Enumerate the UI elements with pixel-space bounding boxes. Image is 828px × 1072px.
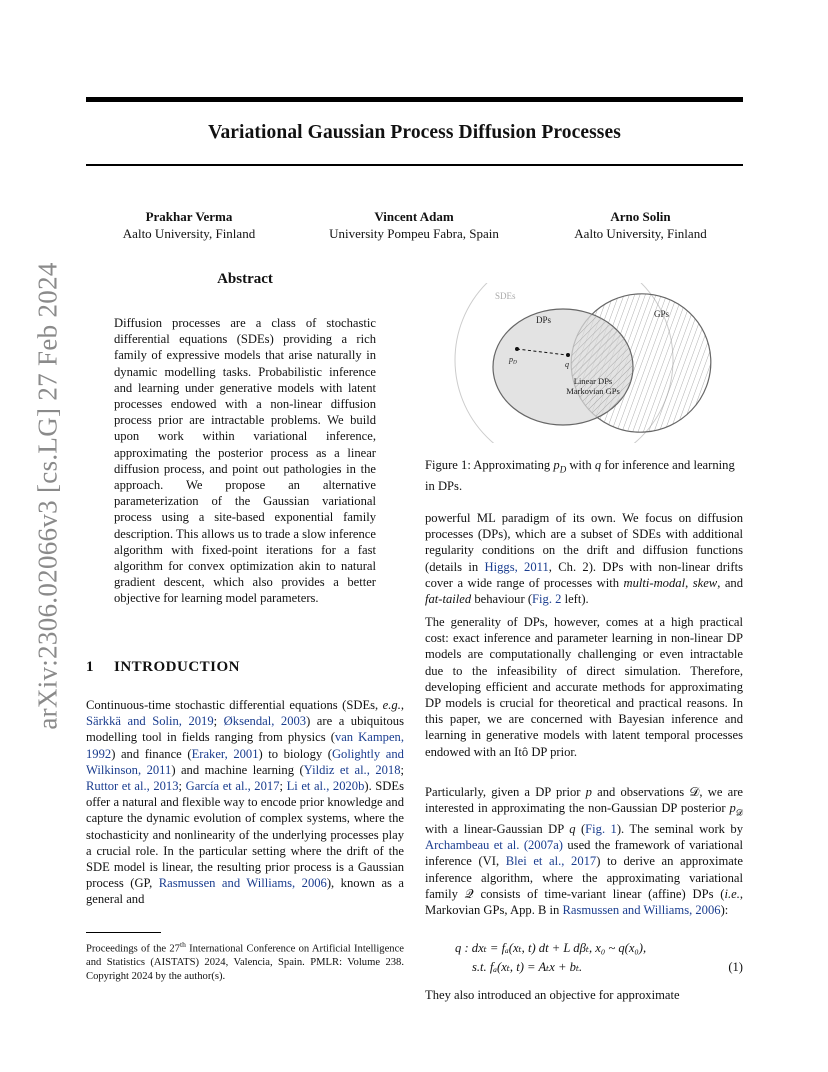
citation-link[interactable]: Eraker, 2001 (191, 746, 259, 761)
citation-link[interactable]: Särkkä and Solin, 2019 (86, 714, 214, 729)
math-subscript: 𝒟 (735, 807, 743, 818)
text-run: ( (575, 821, 586, 836)
author-3 (538, 208, 743, 242)
text-run: for inference and learning in DPs. (425, 458, 735, 493)
pd-subscript: D (513, 359, 517, 366)
math-symbol: 𝒬 (464, 886, 474, 901)
text-run: multi-modal (623, 575, 686, 590)
intro-paragraph (86, 697, 404, 908)
text-run: Continuous-time stochastic differential equations (SDEs, (86, 698, 383, 712)
math-symbol: p (553, 458, 560, 472)
author-name: Arno Solin (610, 209, 671, 224)
text-run: e.g. (382, 698, 401, 712)
right-paragraph-3 (425, 784, 743, 918)
q-label: q (565, 360, 569, 369)
author-affiliation: Aalto University, Finland (574, 226, 707, 241)
text-run: , we are interested in approximating the non-Gaussian DP posterior (425, 785, 743, 816)
citation-link[interactable]: Yildiz et al., 2018 (303, 762, 401, 777)
right-paragraph-1 (425, 510, 743, 607)
text-run: , (685, 575, 693, 590)
text-run: , (400, 698, 404, 712)
venn-figure (453, 283, 723, 443)
text-run: , Ch. 2). DPs with non-linear drifts cover a wide range of processes with (425, 559, 744, 590)
citation-link[interactable]: Archambeau et al. (2007a) (425, 838, 563, 853)
equation-line-1: q : dxₜ = fₐ(xₜ, t) dt + L dβₜ, x₀ ~ q(x₀), (455, 941, 647, 955)
math-symbol: 𝒟 (689, 785, 700, 799)
right-paragraph-2: The generality of DPs, however, comes at a high practical cost: exact inference and parameter learning in non-linear DP models are computationally challenging or even intractable due to the infeasibility of direct simulation. Therefore, developing efficient and accurate methods for approximating DP models is crucial for theoretical and practical reasons. In this paper, we are concerned with Bayesian inference and learning in generative models with latent temporal processes endowed with an Itô DP prior. (425, 615, 743, 759)
text-run: consists of time-variant linear (affine) DPs ( (473, 886, 725, 901)
text-run: ) and machine learning ( (171, 762, 304, 777)
math-symbol: p (585, 785, 592, 799)
text-run: ). SDEs offer a natural and flexible way to encode prior knowledge and capture the dynamic evolution of complex systems, where the stochasticity and nonlinearity of the underlying processes play a crucial role. In the particular setting where the drift of the SDE model is linear, the resulting prior process is a Gaussian process (GP, (86, 779, 404, 891)
math-subscript: D (559, 464, 567, 475)
author-block (86, 208, 743, 248)
text-run: ; (213, 714, 224, 729)
author-2 (312, 208, 516, 242)
text-run: and observations (591, 785, 690, 799)
text-run: left). (561, 592, 589, 607)
citation-link[interactable]: Rasmussen and Williams, 2006 (158, 876, 327, 891)
citation-link[interactable]: Blei et al., 2017 (505, 854, 597, 869)
math-symbol: q (594, 458, 602, 472)
text-run: International Conference on Artificial Intelligence and Statistics (AISTATS) 2024, Valencia, Spain. PMLR: Volume 238. Copyright 2024 by the author(s). (86, 943, 404, 982)
text-run: ; (178, 779, 186, 794)
citation-link[interactable]: Golightly and Wilkinson, 2011 (86, 746, 404, 777)
pd-symbol: p (509, 355, 513, 364)
title-rule-bottom (86, 164, 743, 166)
footnote (86, 938, 404, 983)
title-rule-top (86, 97, 743, 102)
author-affiliation: Aalto University, Finland (122, 226, 256, 241)
text-run: powerful ML paradigm of its own. We focus on diffusion processes (DPs), which are a subset of SDEs with additional regularity conditions on the drift and diffusion functions (details in (425, 511, 743, 574)
figure-link[interactable]: Fig. 1 (585, 821, 617, 836)
footnote-rule (86, 932, 161, 933)
section-title: INTRODUCTION (114, 659, 241, 675)
equation-1 (425, 939, 743, 977)
author-name: Prakhar Verma (145, 209, 233, 224)
section-number: 1 (86, 659, 94, 675)
text-run: ; (279, 779, 287, 794)
text-run: i.e. (724, 886, 740, 901)
text-run: Proceedings of the 27 (86, 943, 180, 955)
text-run: behaviour ( (471, 592, 533, 607)
author-1 (86, 208, 292, 242)
citation-link[interactable]: Ruttor et al., 2013 (86, 779, 179, 794)
text-run: fat-tailed (425, 592, 472, 607)
q-point (566, 353, 570, 357)
text-run: Figure 1: Approximating (425, 458, 554, 472)
figure-caption (425, 457, 743, 494)
text-run: ) and finance ( (111, 746, 192, 761)
author-affiliation: University Pompeu Fabra, Spain (329, 226, 499, 241)
equation-line-2-text: s.t. fₐ(xₜ, t) = Aₜx + bₜ. (472, 960, 583, 974)
text-run: with a linear-Gaussian DP (425, 821, 570, 836)
text-run: ), known as a general and (86, 876, 404, 907)
text-run: used the framework of variational inference (VI, (425, 838, 743, 869)
math-symbol: p (729, 801, 736, 816)
paper-title: Variational Gaussian Process Diffusion Processes (208, 122, 621, 143)
sdes-label: SDEs (495, 291, 516, 301)
citation-link[interactable]: Rasmussen and Williams, 2006 (562, 902, 721, 917)
superscript: th (179, 940, 186, 949)
equation-line-2 (425, 958, 743, 977)
citation-link[interactable]: Li et al., 2020b (286, 779, 365, 794)
text-run: ) to derive an approximate inference algorithm, where the approximating variational family (425, 854, 743, 901)
pd-point (515, 347, 519, 351)
markovian-gps-label: Markovian GPs (566, 386, 620, 396)
text-run: ) to biology ( (258, 746, 332, 761)
text-run: Particularly, given a DP prior (425, 785, 586, 799)
abstract-text: Diffusion processes are a class of stochastic differential equations (SDEs) providing a rich family of expressive models that arise naturally in dynamic modelling tasks. Probabilistic inference and learning under generative models with latent processes endowed with a non-linear diffusion process prior are intractable problems. We build upon work within variational inference, approximating the posterior process as a linear diffusion process, and point out pathologies in the approach. We propose an alternative parameterization of the Gaussian variational process using a site-based exponential family description. This allows us to trade a slow inference algorithm with fixed-point iterations for a fast algorithm for convex optimization akin to natural gradient descent, which also provides a better objective for learning model parameters. (114, 316, 376, 606)
text-run: ; (400, 762, 405, 777)
abstract-heading: Abstract (217, 271, 273, 287)
text-run: , Markovian GPs, App. B in (425, 886, 743, 917)
author-name: Vincent Adam (374, 209, 454, 224)
figure-link[interactable]: Fig. 2 (532, 592, 562, 607)
citation-link[interactable]: Øksendal, 2003 (223, 714, 307, 729)
text-run: skew (692, 575, 718, 590)
text-run: ). The seminal work by (616, 821, 744, 836)
citation-link[interactable]: van Kampen, 1992 (86, 730, 404, 761)
citation-link[interactable]: García et al., 2017 (185, 779, 280, 794)
text-run: with (566, 458, 595, 472)
text-run: ): (720, 902, 729, 917)
linear-dps-label: Linear DPs (573, 376, 613, 386)
section-heading (86, 659, 240, 676)
citation-link[interactable]: Higgs, 2011 (484, 559, 549, 574)
arxiv-stamp: arXiv:2306.02066v3 [cs.LG] 27 Feb 2024 (32, 262, 63, 730)
text-run: ) are a ubiquitous modelling tool in fields ranging from physics ( (86, 714, 404, 745)
math-symbol: q (569, 821, 576, 836)
equation-number: (1) (728, 960, 743, 974)
right-paragraph-4: They also introduced an objective for approximate (425, 988, 680, 1002)
text-run: , and (717, 575, 744, 590)
dps-label: DPs (536, 315, 552, 325)
gps-label: GPs (654, 309, 670, 319)
